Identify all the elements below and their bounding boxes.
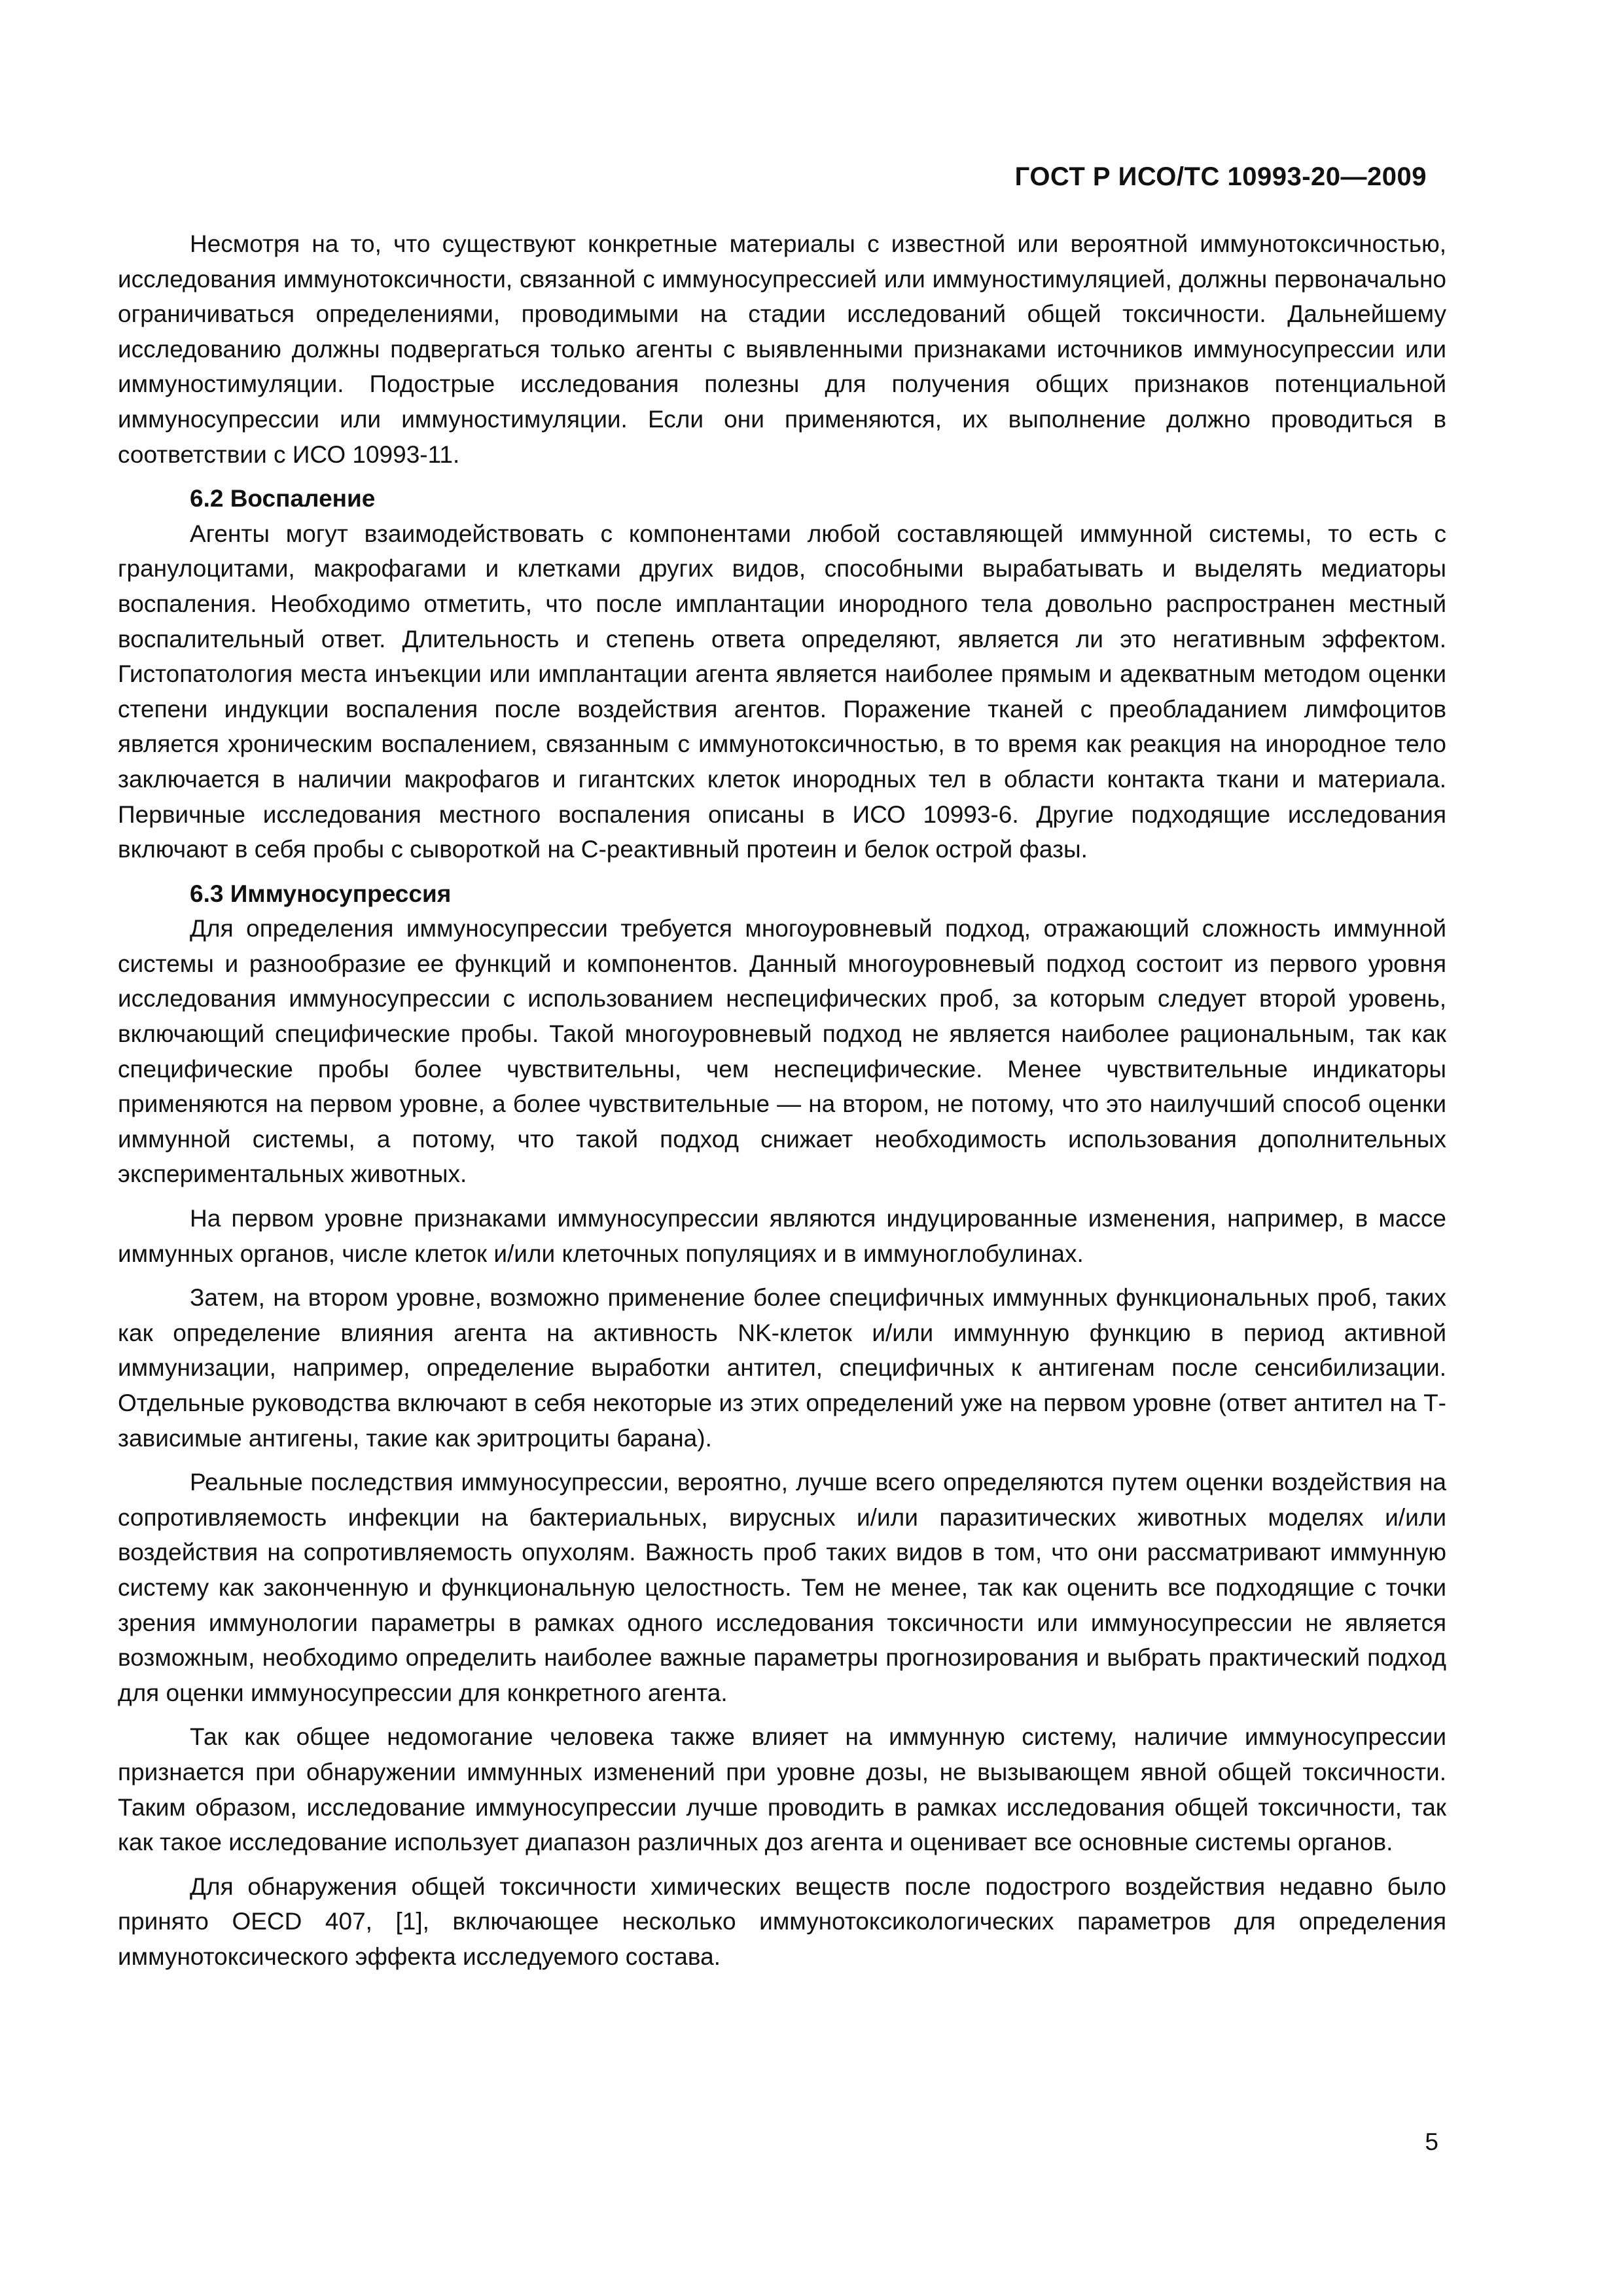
section-6-3-paragraph-6: Для обнаружения общей токсичности химических веществ после подострого воздействия недавно было принято OECD 407, [1], включающее несколько иммунотоксикологических параметров для определения иммунотоксического эффекта исследуемого состава.: [118, 1873, 1446, 1970]
section-heading-6-3: 6.3 Иммуносупрессия: [190, 880, 452, 907]
document-header-id: ГОСТ Р ИСО/ТС 10993-20—2009: [1014, 162, 1427, 191]
section-6-3-paragraph-4: Реальные последствия иммуносупрессии, вероятно, лучше всего определяются путем оценки воздействия на сопротивляемость инфекции на бактериальных, вирусных и/или паразитических животных моделях и/или воздействия на сопротивляемость опухолям. Важность проб таких видов в том, что они рассматривают иммунную систему как законченную и функциональную целостность. Тем не менее, так как оценить все подходящие с точки зрения иммунологии параметры в рамках одного исследования токсичности или иммуносупрессии не является возможным, необходимо определить наиболее важные параметры прогнозирования и выбрать практический подход для оценки иммуносупрессии для конкретного агента.: [118, 1469, 1446, 1706]
page-content: [118, 226, 1446, 1984]
section-6-3-paragraph-5: Так как общее недомогание человека также влияет на иммунную систему, наличие иммуносупрессии признается при обнаружении иммунных изменений при уровне дозы, не вызывающем явной общей токсичности. Таким образом, исследование иммуносупрессии лучше проводить в рамках исследования общей токсичности, так как такое исследование использует диапазон различных доз агента и оценивает все основные системы органов.: [118, 1723, 1446, 1856]
section-6-3-paragraph-2: На первом уровне признаками иммуносупрессии являются индуцированные изменения, например, в массе иммунных органов, числе клеток и/или клеточных популяциях и в иммуноглобулинах.: [118, 1205, 1446, 1267]
section-heading-6-2: 6.2 Воспаление: [190, 485, 376, 512]
intro-paragraph: Несмотря на то, что существуют конкретные материалы с известной или вероятной иммунотоксичностью, исследования иммунотоксичности, связанной с иммуносупрессией или иммуностимуляцией, должны первоначально ограничиваться определениями, проводимыми на стадии исследований общей токсичности. Дальнейшему исследованию должны подвергаться только агенты с выявленными признаками источников иммуносупрессии или иммуностимуляции. Подострые исследования полезны для получения общих признаков потенциальной иммуносупрессии или иммуностимуляции. Если они применяются, их выполнение должно проводиться в соответствии с ИСО 10993-11.: [118, 230, 1446, 468]
section-6-3-paragraph-3: Затем, на втором уровне, возможно применение более специфичных иммунных функциональных проб, таких как определение влияния агента на активность NK-клеток и/или иммунную функцию в период активной иммунизации, например, определение выработки антител, специфичных к антигенам после сенсибилизации. Отдельные руководства включают в себя некоторые из этих определений уже на первом уровне (ответ антител на Т-зависимые антигены, такие как эритроциты барана).: [118, 1284, 1446, 1452]
page-number: 5: [1425, 2128, 1438, 2155]
section-6-2-paragraph: Агенты могут взаимодействовать с компонентами любой составляющей иммунной системы, то есть с гранулоцитами, макрофагами и клетками других видов, способными вырабатывать и выделять медиаторы воспаления. Необходимо отметить, что после имплантации инородного тела довольно распространен местный воспалительный ответ. Длительность и степень ответа определяют, является ли это негативным эффектом. Гистопатология места инъекции или имплантации агента является наиболее прямым и адекватным методом оценки степени индукции воспаления после воздействия агентов. Поражение тканей с преобладанием лимфоцитов является хроническим воспалением, связанным с иммунотоксичностью, в то время как реакция на инородное тело заключается в наличии макрофагов и гигантских клеток инородных тел в области контакта ткани и материала. Первичные исследования местного воспаления описаны в ИСО 10993-6. Другие подходящие исследования включают в себя пробы с сывороткой на С-реактивный протеин и белок острой фазы.: [118, 520, 1446, 863]
section-6-3-paragraph-1: Для определения иммуносупрессии требуется многоуровневый подход, отражающий сложность иммунной системы и разнообразие ее функций и компонентов. Данный многоуровневый подход состоит из первого уровня исследования иммуносупрессии с использованием неспецифических проб, за которым следует второй уровень, включающий специфические пробы. Такой многоуровневый подход не является наиболее рациональным, так как специфические пробы более чувствительны, чем неспецифические. Менее чувствительные индикаторы применяются на первом уровне, а более чувствительные — на втором, не потому, что это наилучший способ оценки иммунной системы, а потому, что такой подход снижает необходимость использования дополнительных экспериментальных животных.: [118, 915, 1446, 1188]
